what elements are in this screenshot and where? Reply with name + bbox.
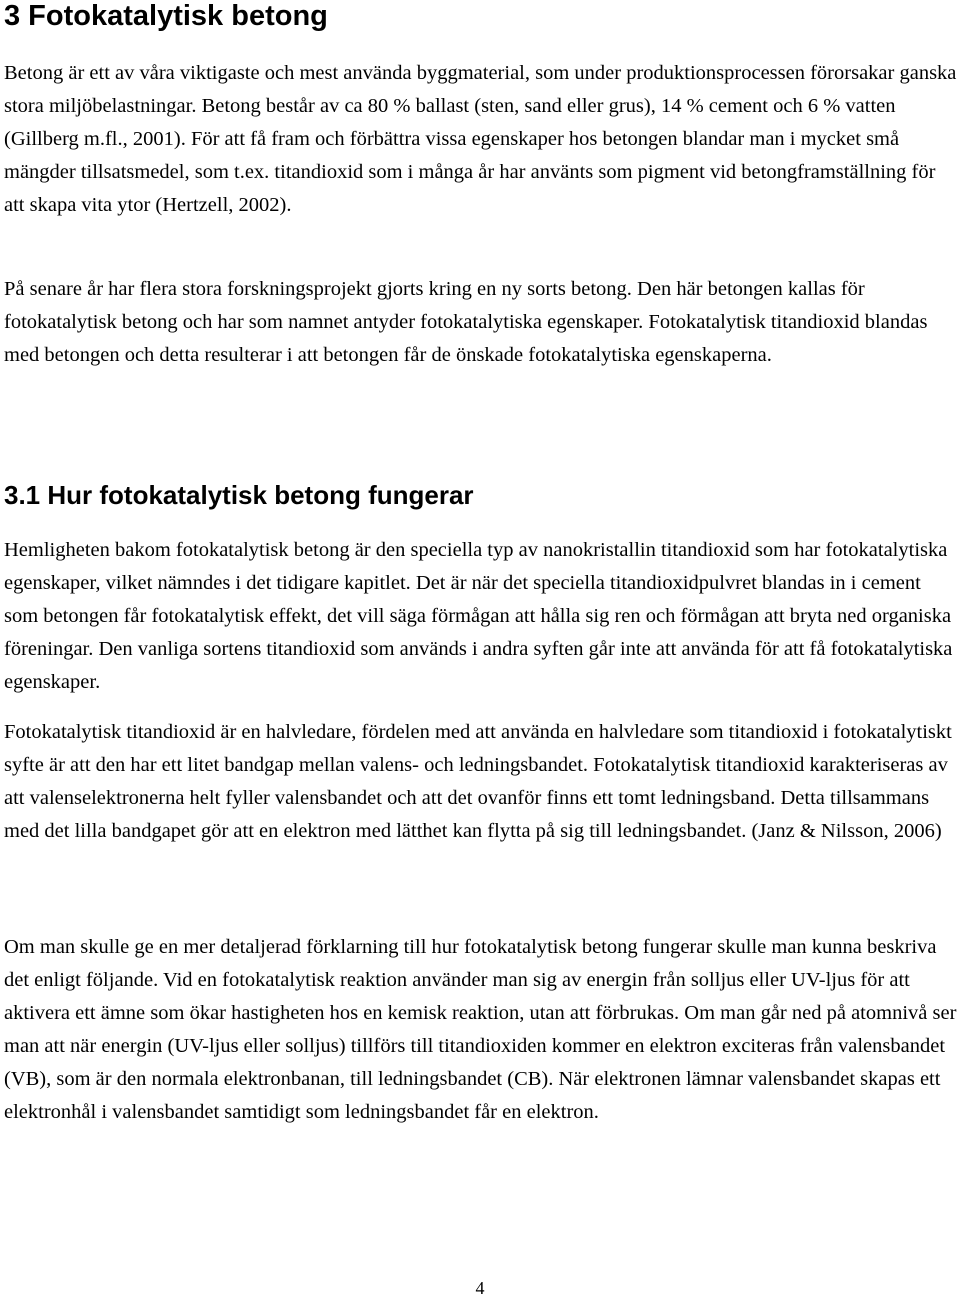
section-heading: 3 Fotokatalytisk betong [4, 0, 328, 32]
subsection-heading: 3.1 Hur fotokatalytisk betong fungerar [4, 480, 474, 510]
paragraph-intro: Betong är ett av våra viktigaste och mest använda byggmaterial, som under produktionsprocessen förorsakar ganska stora miljöbelastningar. Betong består av ca 80 % ballast (sten, sand eller grus), 14 % cement och 6 % vatten (Gillberg m.fl., 2001). För att få fram och förbättra vissa egenskaper hos betongen blandar man i mycket små mängder tillsatsmedel, som t.ex. titandioxid som i många år har använts som pigment vid betongframställning för att skapa vita ytor (Hertzell, 2002). [4, 62, 957, 216]
paragraph-research: På senare år har flera stora forskningsprojekt gjorts kring en ny sorts betong. Den här betongen kallas för fotokatalytisk betong och har som namnet antyder fotokatalytiska egenskaper. Fotokatalytisk titandioxid blandas med betongen och detta resulterar i att betongen får de önskade fotokatalytiska egenskaperna. [4, 278, 928, 366]
paragraph-semiconductor: Fotokatalytisk titandioxid är en halvledare, fördelen med att använda en halvledare som titandioxid i fotokatalytiskt syfte är att den har ett litet bandgap mellan valens- och ledningsbandet. Fotokatalytisk titandioxid karakteriseras av att valenselektronerna helt fyller valensbandet och att det ovanför finns ett tomt ledningsband. Detta tillsammans med det lilla bandgapet gör att en elektron med lätthet kan flytta på sig till ledningsbandet. (Janz & Nilsson, 2006) [4, 721, 952, 842]
paragraph-secret: Hemligheten bakom fotokatalytisk betong är den speciella typ av nanokristallin titandioxid som har fotokatalytiska egenskaper, vilket nämndes i det tidigare kapitlet. Det är när det speciella titandioxidpulvret blandas in i cement som betongen får fotokatalytisk effekt, det vill säga förmågan att hålla sig ren och förmågan att bryta ned organiska föreningar. Den vanliga sortens titandioxid som används i andra syften går inte att använda för att få fotokatalytiska egenskaper. [4, 539, 953, 693]
paragraph-detailed-explanation: Om man skulle ge en mer detaljerad förklarning till hur fotokatalytisk betong fungerar skulle man kunna beskriva det enligt följande. Vid en fotokatalytisk reaktion använder man sig av energin från solljus eller UV-ljus för att aktivera ett ämne som ökar hastigheten hos en kemisk reaktion, utan att förbrukas. Om man går ned på atomnivå ser man att när energin (UV-ljus eller solljus) tillförs till titandioxiden kommer en elektron exciteras från valensbandet (VB), som är den normala elektronbanan, till ledningsbandet (CB). När elektronen lämnar valensbandet skapas ett elektronhål i valensbandet samtidigt som ledningsbandet får en elektron. [4, 936, 957, 1123]
page-number: 4 [475, 1278, 485, 1298]
